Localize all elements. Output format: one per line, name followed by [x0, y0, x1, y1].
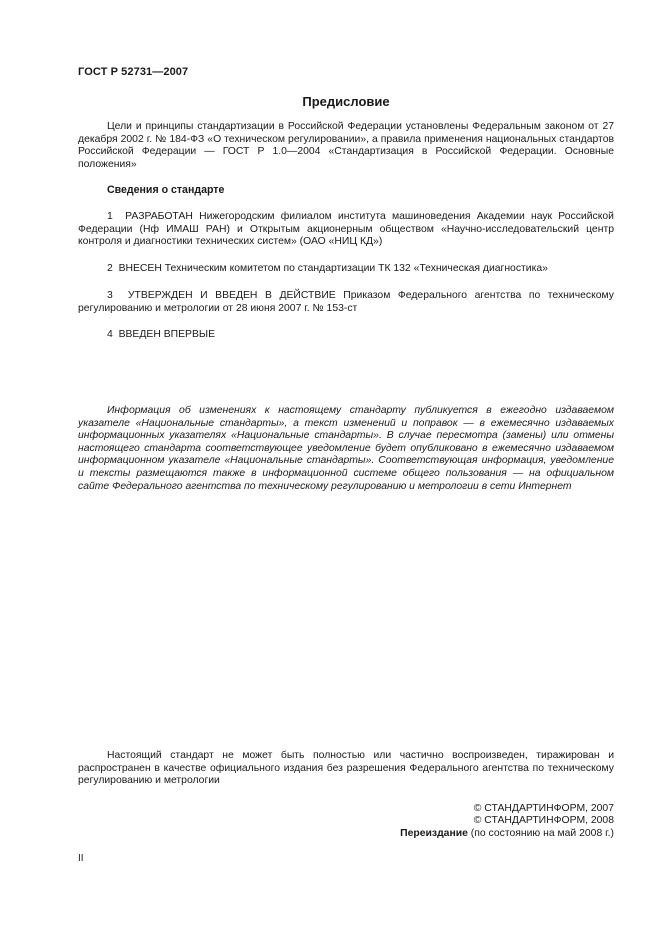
standard-item-1: [78, 211, 614, 249]
item-label: УТВЕРЖДЕН И ВВЕДЕН В ДЕЙСТВИЕ: [127, 290, 336, 301]
copyright-line-2007: © СТАНДАРТИНФОРМ, 2007: [473, 803, 614, 814]
copyright-notice-paragraph: Настоящий стандарт не может быть полностью или частично воспроизведен, тиражирован и распространен в качестве официального издания без разрешения Федерального агентства по техническому регулированию и метрологии: [78, 750, 614, 787]
page-title: Предисловие: [302, 94, 390, 109]
page-number: II: [78, 853, 84, 864]
item-number: 2: [107, 263, 113, 274]
document-id-header: ГОСТ Р 52731—2007: [78, 66, 189, 78]
reissue-text: (по состоянию на май 2008 г.): [467, 828, 614, 839]
item-number: 3: [107, 290, 113, 301]
changes-notice-paragraph: Информация об изменениях к настоящему стандарту публикуется в ежегодно издаваемом указателе «Национальные стандарты», а текст изменений и поправок — в ежемесячно издаваемых информационных указателях «Национальные стандарты». В случае пересмотра (замены) или отмены настоящего стандарта соответствующее уведомление будет опубликовано в ежемесячно издаваемом информационном указателе «Национальные стандарты». Соответствующая информация, уведомление и тексты размещаются также в информационной системе общего пользования — на официальном сайте Федерального агентства по техническому регулированию и метрологии в сети Интернет: [78, 405, 614, 492]
item-text: Приказом Федерального агентства по техническому регулированию и метрологии от 28 июня 2007 г. № 153-ст: [78, 290, 615, 314]
standard-item-2: [78, 263, 614, 276]
item-label: ВВЕДЕН ВПЕРВЫЕ: [118, 329, 216, 340]
standard-info-heading: Сведения о стандарте: [107, 184, 225, 196]
item-text: Нижегородским филиалом института машиноведения Академии наук Российской Федерации (Нф ИМАШ РАН) и Открытым акционерным обществом «Научно-исследовательский центр контроля и диагностики технических систем» (ОАО «НИЦ КД»): [78, 211, 614, 248]
reissue-label: Переиздание: [400, 828, 468, 839]
standard-item-4: [78, 329, 614, 342]
intro-paragraph: Цели и принципы стандартизации в Российской Федерации установлены Федеральным законом от 27 декабря 2002 г. № 184-ФЗ «О техническом регулировании», а правила применения национальных стандартов Российской Федерации — ГОСТ Р 1.0—2004 «Стандартизация в Российской Федерации. Основные положения»: [78, 121, 614, 170]
item-label: ВНЕСЕН: [118, 263, 162, 274]
item-text: Техническим комитетом по стандартизации ТК 132 «Техническая диагностика»: [164, 263, 548, 274]
reissue-line: [400, 828, 614, 841]
copyright-line-2008: © СТАНДАРТИНФОРМ, 2008: [473, 815, 614, 826]
item-number: 4: [107, 329, 113, 340]
item-number: 1: [107, 211, 113, 222]
item-label: РАЗРАБОТАН: [125, 211, 193, 222]
standard-item-3: [78, 290, 614, 315]
